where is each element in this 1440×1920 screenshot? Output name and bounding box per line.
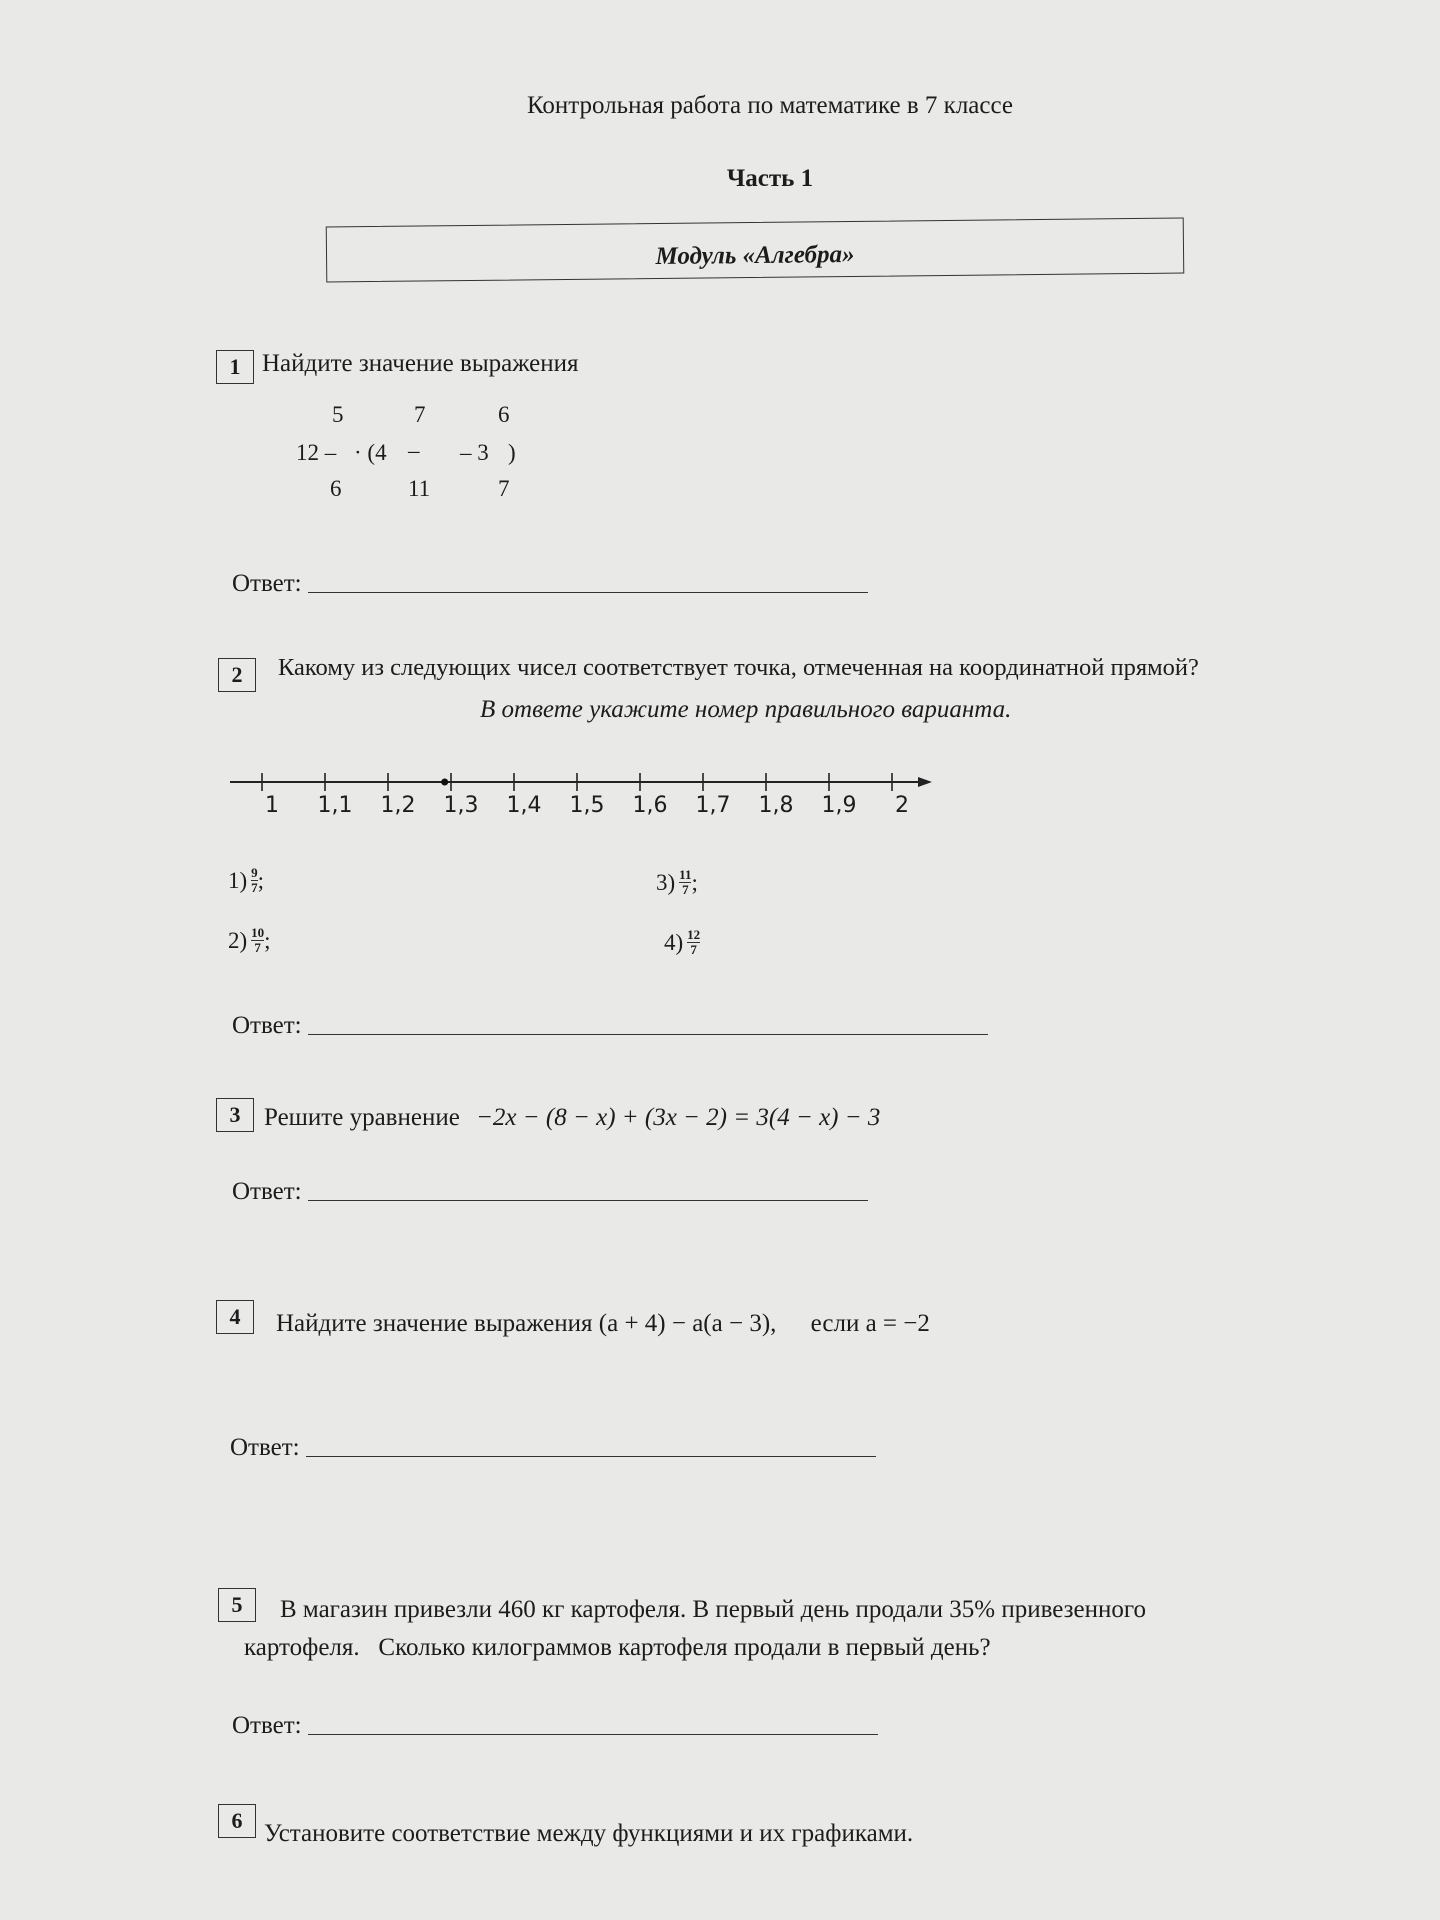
- question-4-number: 4: [216, 1300, 254, 1334]
- number-line-tick-label: 1,4: [506, 793, 542, 818]
- question-5-answer[interactable]: [232, 1712, 878, 1740]
- question-2-text: Какому из следующих чисел соответствует точка, отмеченная на координатной прямой?: [278, 654, 1199, 681]
- expr-bottom-1: 6: [330, 476, 342, 501]
- question-3-number: 3: [216, 1098, 254, 1132]
- expr-mid-1: 12 –: [296, 440, 337, 465]
- answer-label: Ответ:: [232, 1712, 302, 1739]
- question-3-label: Решите уравнение: [264, 1104, 460, 1131]
- number-line-tick-label: 1,9: [821, 793, 857, 818]
- option-3-fraction: [679, 868, 691, 897]
- expr-mid-3: –: [408, 438, 420, 463]
- number-line-tick-label: 1,2: [380, 793, 416, 818]
- number-line-marked-point: [441, 779, 448, 786]
- option-4-denominator: 7: [690, 942, 697, 957]
- number-line-arrow: [918, 777, 932, 787]
- question-4-text: [276, 1310, 930, 1338]
- option-4-numerator: 12: [687, 927, 701, 942]
- module-title: Модуль «Алгебра»: [655, 240, 855, 271]
- question-1-answer[interactable]: [232, 570, 868, 598]
- question-2-subtext: В ответе укажите номер правильного варианта.: [480, 696, 1012, 723]
- answer-label: Ответ:: [232, 1012, 302, 1039]
- option-3-numerator: 11: [679, 867, 692, 882]
- expr-bottom-3: 7: [498, 476, 510, 501]
- answer-label: Ответ:: [230, 1434, 300, 1461]
- option-2-numerator: 10: [251, 925, 265, 940]
- expr-top-1: 5: [332, 402, 344, 427]
- answer-line[interactable]: [308, 591, 868, 593]
- question-6-number: 6: [218, 1804, 256, 1838]
- question-1-text: Найдите значение выражения: [262, 350, 579, 377]
- option-2-denominator: 7: [254, 940, 261, 955]
- number-line-tick-label: 1: [265, 793, 279, 818]
- question-2-answer[interactable]: [232, 1012, 988, 1040]
- question-3-equation: −2x − (8 − x) + (3x − 2) = 3(4 − x) − 3: [476, 1104, 881, 1131]
- question-3-text: [264, 1104, 880, 1132]
- question-1-expression: [290, 402, 550, 512]
- option-4-fraction: [687, 928, 700, 957]
- question-1-number: 1: [216, 350, 254, 384]
- option-4-label: 4): [664, 929, 684, 955]
- option-1-numerator: 9: [251, 865, 258, 880]
- question-5-text-line1: В магазин привезли 460 кг картофеля. В первый день продали 35% привезенного: [280, 1596, 1147, 1623]
- number-line-tick-label: 1,1: [317, 793, 353, 818]
- option-1-label: 1): [228, 867, 248, 893]
- option-2-label: 2): [228, 927, 248, 953]
- expr-bottom-2: 11: [408, 476, 431, 501]
- answer-line[interactable]: [308, 1199, 868, 1201]
- question-6-text: Установите соответствие между функциями и их графиками.: [264, 1820, 914, 1847]
- question-4-condition: если a = −2: [810, 1310, 930, 1337]
- number-line: [220, 768, 940, 828]
- option-3-label: 3): [656, 869, 676, 895]
- question-5-number: 5: [218, 1588, 256, 1622]
- question-3-answer[interactable]: [232, 1178, 868, 1206]
- answer-line[interactable]: [308, 1733, 878, 1735]
- number-line-tick-label: 1,7: [695, 793, 731, 818]
- option-1-denominator: 7: [251, 880, 258, 895]
- question-5-text-line2: картофеля. Сколько килограммов картофеля продали в первый день?: [244, 1634, 991, 1661]
- expr-top-2: 7: [414, 402, 426, 427]
- option-3-denominator: 7: [682, 882, 689, 897]
- expr-mid-4: – 3: [460, 440, 489, 465]
- answer-label: Ответ:: [232, 570, 302, 597]
- question-2-number: 2: [218, 658, 256, 692]
- option-3-suffix: ;: [691, 869, 698, 895]
- number-line-tick-label: 1,8: [758, 793, 794, 818]
- expr-mid-2: · (4: [354, 440, 387, 465]
- number-line-tick-label: 1,6: [632, 793, 668, 818]
- option-3: [656, 868, 698, 897]
- answer-line[interactable]: [308, 1033, 988, 1035]
- option-1-suffix: ;: [257, 867, 265, 893]
- option-2-fraction: [251, 926, 264, 955]
- option-4: [664, 928, 700, 957]
- question-4-label: Найдите значение выражения (a + 4) − a(a − 3),: [276, 1310, 777, 1337]
- number-line-tick-label: 1,5: [569, 793, 605, 818]
- number-line-tick-label: 1,3: [443, 793, 479, 818]
- option-1: [228, 866, 264, 895]
- expr-mid-5: ): [508, 440, 516, 465]
- answer-line[interactable]: [306, 1455, 876, 1457]
- expr-top-3: 6: [498, 402, 510, 427]
- question-4-answer[interactable]: [230, 1434, 876, 1462]
- option-2: [228, 926, 271, 955]
- part-heading: Часть 1: [726, 165, 814, 192]
- module-box: [326, 218, 1185, 283]
- number-line-tick-label: 2: [895, 793, 909, 818]
- page-title: Контрольная работа по математике в 7 классе: [526, 92, 1013, 119]
- option-2-suffix: ;: [264, 927, 271, 953]
- answer-label: Ответ:: [232, 1178, 302, 1205]
